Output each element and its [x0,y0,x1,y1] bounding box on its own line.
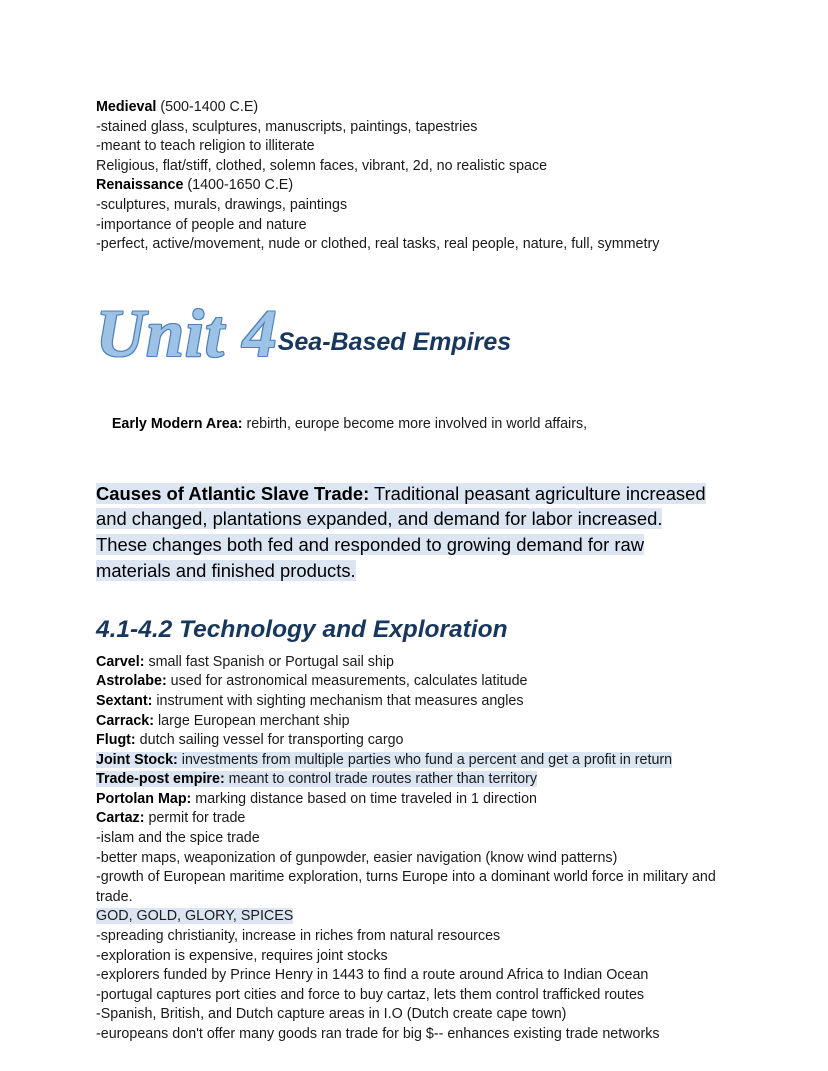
causes-paragraph-line [96,481,731,507]
bullet-note-text: -portugal captures port cities and force to buy cartaz, lets them control trafficked routes [96,986,645,1003]
bullet-note-row [96,966,732,986]
bullet-note-text: -europeans don't offer many goods ran trade for big $-- enhances existing trade networks [96,1026,660,1042]
term-name: Joint Stock: [96,751,178,768]
intro-note-line [96,196,732,216]
causes-paragraph-line [96,558,731,584]
bullet-note-text: -explorers funded by Prince Henry in 1443 to find a route around Africa to Indian Ocean [96,967,649,984]
term-definition-row [96,751,732,771]
intro-note-line [96,216,732,236]
causes-paragraph-line [96,506,731,532]
term-name: Astrolabe: [96,673,167,690]
term-definition-row [96,770,732,790]
intro-note-text: (1400-1650 C.E) [183,177,294,194]
bullet-note-text: -exploration is expensive, requires joint stocks [96,947,388,964]
intro-note-text: -perfect, active/movement, nude or clothed, real tasks, real people, nature, full, symmetry [96,236,660,253]
intro-note-text: -meant to teach religion to illiterate [96,138,315,155]
bullet-note-row [96,907,732,927]
causes-paragraph-text: and changed, plantations expanded, and demand for labor increased. [96,508,663,530]
term-definition-row [96,809,732,829]
bullet-note-row [96,947,732,967]
term-definition: meant to control trade routes rather than territory [224,771,538,788]
bullet-note-row [96,1005,732,1025]
bullet-note-row [96,927,732,947]
intro-note-text: (500-1400 C.E) [156,99,259,115]
bullet-note-text: -Spanish, British, and Dutch capture areas in I.O (Dutch create cape town) [96,1006,567,1023]
intro-note-text: -sculptures, murals, drawings, paintings [96,196,348,213]
term-definition-row [96,731,732,751]
intro-note-line [96,137,732,157]
causes-paragraph-text: These changes both fed and responded to growing demand for raw [96,534,644,556]
term-name: Cartaz: [96,810,145,827]
term-definition-list [96,653,732,829]
intro-notes-block [96,98,732,255]
term-definition-row [96,712,732,732]
causes-paragraph-line [96,532,731,558]
unit-title-word: Unit 4 [96,294,278,371]
term-name: Flugt: [96,732,136,749]
bullet-note-row [96,868,732,907]
intro-note-line [96,98,732,118]
early-modern-area-text: rebirth, europe become more involved in world affairs, [242,416,588,433]
bullet-note-text: GOD, GOLD, GLORY, SPICES [96,908,294,925]
term-definition-row [96,672,732,692]
term-name: Carrack: [96,712,155,729]
bullet-note-row [96,849,732,869]
causes-of-atlantic-slave-trade-paragraph [96,481,731,584]
bullet-note-row [96,1025,732,1045]
term-definition: marking distance based on time traveled in 1 direction [191,790,538,807]
term-definition-row [96,790,732,810]
unit-title [96,277,732,371]
term-name: Sextant: [96,692,153,709]
term-definition: instrument with sighting mechanism that measures angles [152,692,524,709]
unit-title-subtitle: Sea-Based Empires [277,327,512,356]
term-definition-row [96,653,732,673]
causes-paragraph-text: Traditional peasant agriculture increased [369,482,706,504]
early-modern-area-line [96,396,732,455]
bullet-note-row [96,986,732,1006]
bullet-note-row [96,829,732,849]
term-name: Carvel: [96,653,145,670]
bullet-note-text: -spreading christianity, increase in riches from natural resources [96,928,501,945]
intro-note-line [96,157,732,177]
term-definition: investments from multiple parties who fund a percent and get a profit in return [177,751,673,768]
term-definition: permit for trade [144,810,246,827]
intro-note-label: Renaissance [96,177,184,194]
term-name: Portolan Map: [96,790,192,807]
intro-note-line [96,176,732,196]
early-modern-area-label: Early Modern Area: [111,416,243,433]
intro-note-label: Medieval [96,99,157,115]
term-definition: dutch sailing vessel for transporting cargo [135,732,404,749]
bullet-note-text: -better maps, weaponization of gunpowder, easier navigation (know wind patterns) [96,849,618,866]
intro-note-text: -stained glass, sculptures, manuscripts, paintings, tapestries [96,118,478,135]
term-definition-row [96,692,732,712]
bullet-notes-list [96,829,732,1045]
bullet-note-text: -growth of European maritime exploration, turns Europe into a dominant world force in military and trade. [96,869,716,905]
term-name: Trade-post empire: [96,771,225,788]
intro-note-text: Religious, flat/stiff, clothed, solemn faces, vibrant, 2d, no realistic space [96,157,548,174]
term-definition: used for astronomical measurements, calculates latitude [166,673,528,690]
section-heading-technology-exploration: 4.1-4.2 Technology and Exploration [96,615,508,643]
causes-paragraph-text: materials and finished products. [96,559,356,581]
intro-note-text: -importance of people and nature [96,216,307,233]
term-definition: large European merchant ship [154,712,350,729]
intro-note-line [96,118,732,138]
causes-paragraph-label: Causes of Atlantic Slave Trade: [96,482,370,504]
intro-note-line [96,235,732,255]
term-definition: small fast Spanish or Portugal sail ship [144,653,395,670]
bullet-note-text: -islam and the spice trade [96,830,260,847]
